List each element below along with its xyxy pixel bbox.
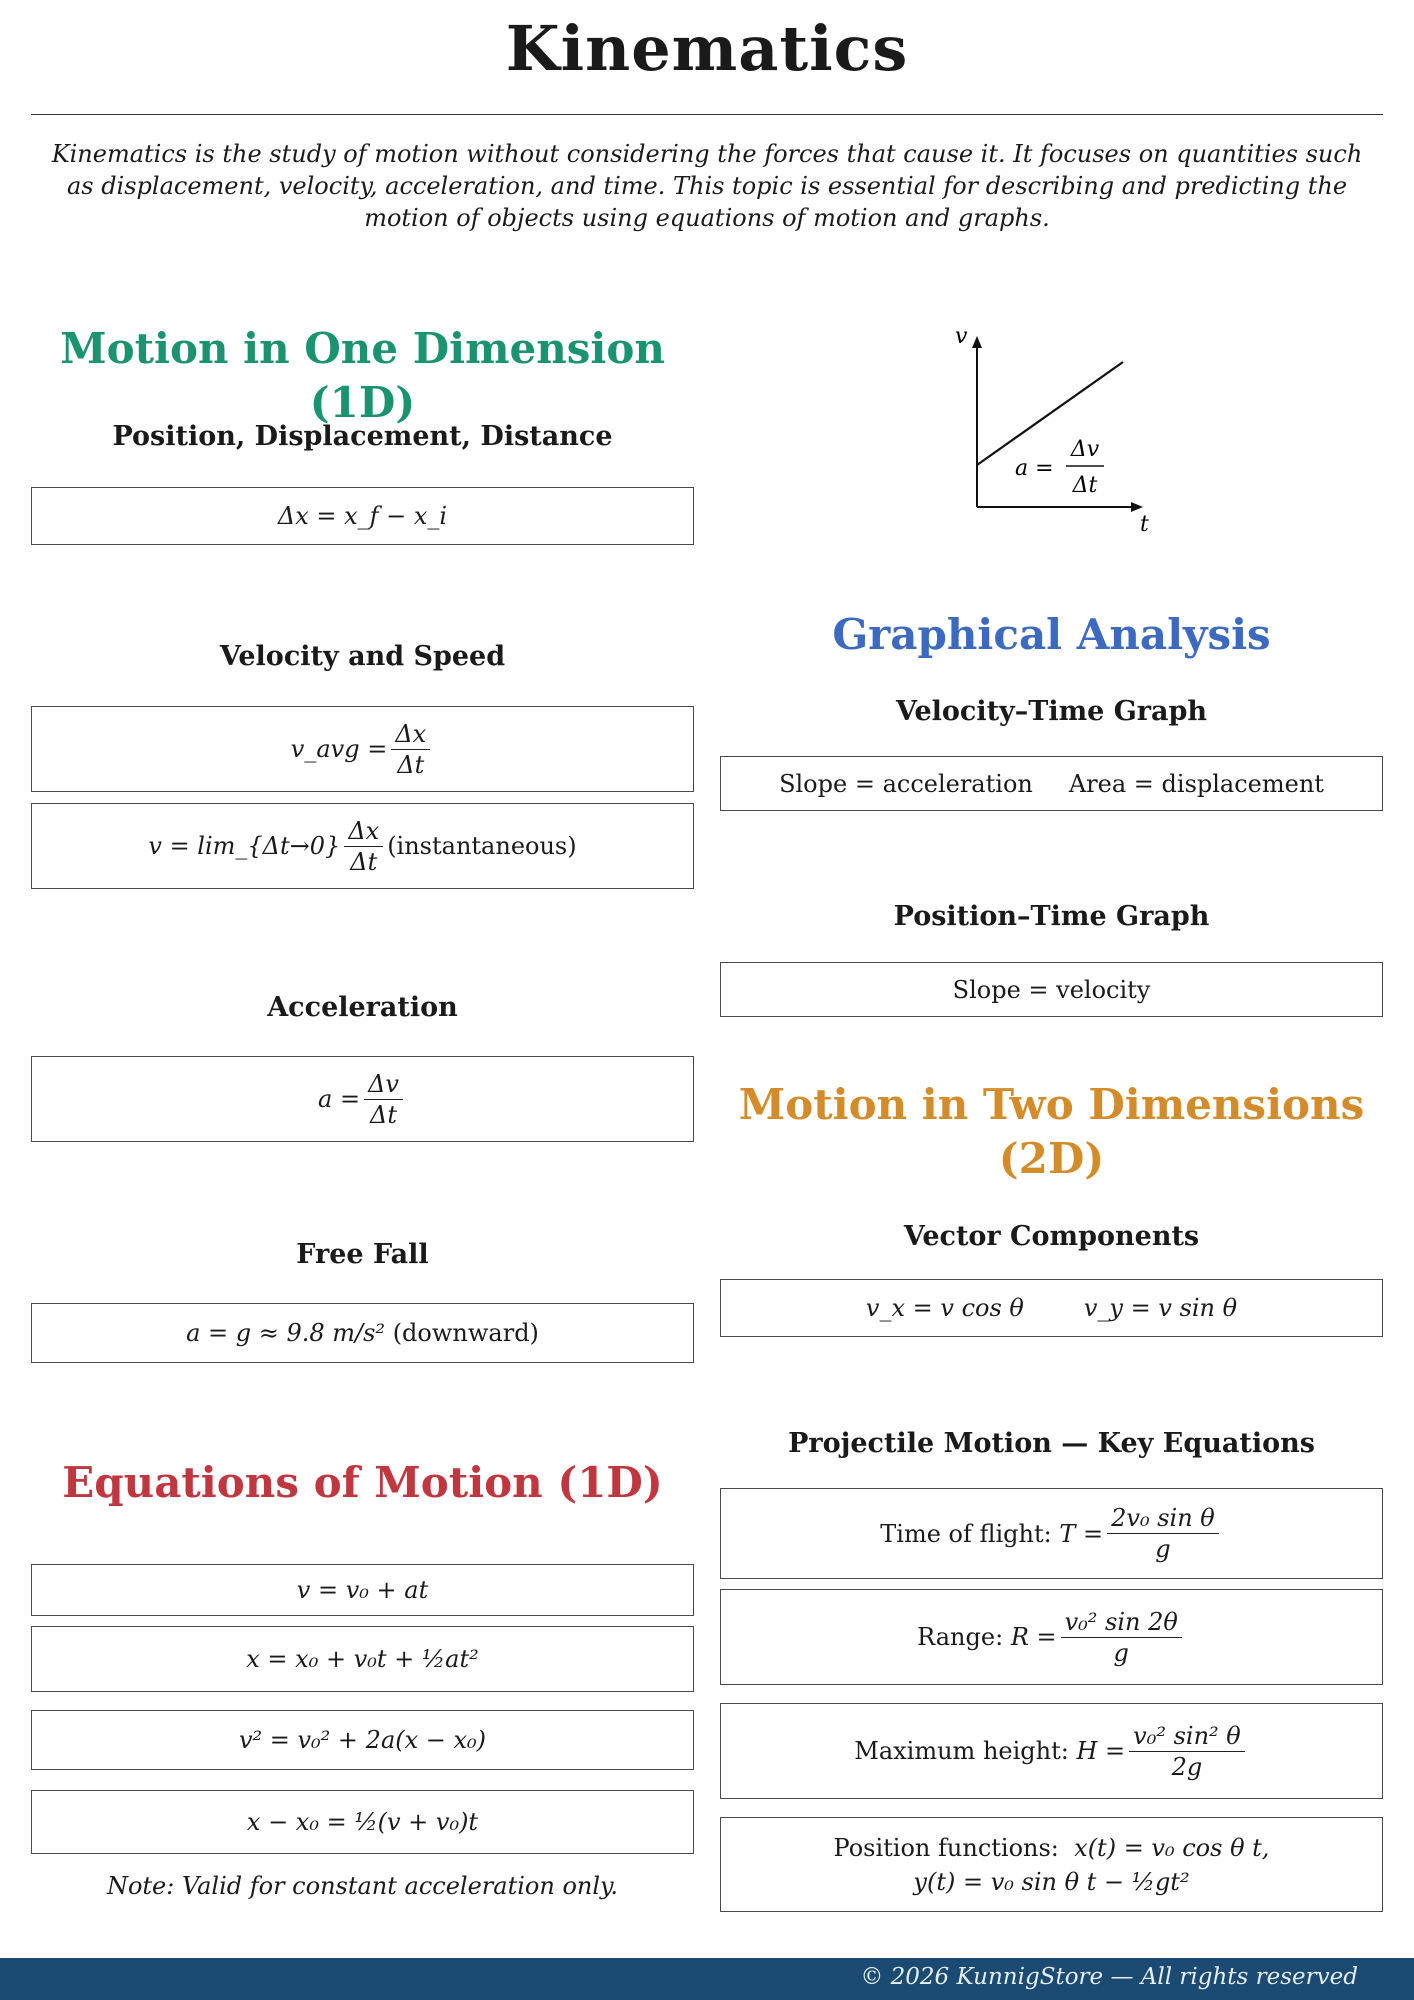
fraction-numerator: v₀² sin² θ [1129,1721,1245,1752]
formula-box-vector-components [720,1279,1383,1337]
formula-box-free-fall [31,1303,694,1363]
formula-box-position-time [720,962,1383,1017]
subheading-position: Position, Displacement, Distance [112,421,613,452]
formula-box-acceleration [31,1056,694,1142]
formula-displacement: Δx = x_f − x_i [277,502,448,530]
velocity-time-graph [950,320,1190,540]
fraction-range [1061,1607,1182,1668]
height-label: Maximum height: [854,1737,1069,1765]
fraction-numerator: Δv [364,1069,403,1100]
footer-bar [0,1958,1414,2000]
fraction-numerator: v₀² sin 2θ [1061,1607,1182,1638]
page-title: Kinematics [505,12,909,85]
vt-slope-text: Slope = acceleration [779,769,1033,798]
formula-box-eq2 [31,1626,694,1692]
tof-label: Time of flight: [880,1519,1052,1548]
formula-box-displacement [31,487,694,545]
fraction-accel [364,1069,403,1130]
formula-accel-lhs: a = [318,1085,361,1113]
graph-x-label: t [1140,512,1149,537]
fraction-tof [1107,1503,1219,1564]
section-heading-equations: Equations of Motion (1D) [62,1458,663,1507]
fraction-numerator: Δx [391,719,430,750]
range-label: Range: [917,1623,1004,1651]
subheading-position-time: Position–Time Graph [893,901,1210,932]
fraction-denominator: Δt [397,750,425,779]
fraction-denominator: 2g [1171,1752,1203,1781]
section-heading-1d: Motion in One Dimension (1D) [60,324,665,427]
formula-box-eq1 [31,1564,694,1616]
fraction-numerator: Δx [344,816,383,847]
subheading-vector-components: Vector Components [903,1221,1200,1252]
section-heading-graphical: Graphical Analysis [832,610,1271,659]
formula-box-average-velocity [31,706,694,792]
subheading-free-fall: Free Fall [296,1239,429,1270]
equation-3: v² = v₀² + 2a(x − x₀) [238,1726,487,1754]
equation-2: x = x₀ + v₀t + ½at² [246,1645,479,1673]
range-lhs: R = [1010,1623,1057,1651]
fraction-height [1129,1721,1245,1782]
equation-1: v = v₀ + at [296,1576,429,1604]
pos-label: Position functions: [833,1833,1059,1862]
tof-lhs: T = [1059,1519,1104,1548]
vt-area-text: Area = displacement [1068,769,1324,798]
pos-x: x(t) = v₀ cos θ t, [1074,1833,1270,1862]
formula-box-eq4 [31,1790,694,1854]
formula-box-range [720,1589,1383,1685]
formula-vinst-lhs: v = lim_{Δt→0} [148,832,341,860]
graph-y-label: v [955,324,968,349]
fraction-vinst [344,816,383,877]
formula-box-max-height [720,1703,1383,1799]
graph-eq-denominator: Δt [1072,473,1098,498]
xt-slope-text: Slope = velocity [952,975,1151,1004]
fraction-vavg [391,719,430,780]
formula-vy: v_y = v sin θ [1083,1294,1238,1322]
fraction-denominator: Δt [370,1100,398,1129]
formula-free-fall: a = g ≈ 9.8 m/s² [186,1319,386,1347]
fraction-denominator: Δt [350,847,378,876]
intro-paragraph: Kinematics is the study of motion without considering the forces that cause it. It focuses on quantities such as displacement, velocity, acceleration, and time. This topic is essential for describing and predicting the motion of objects using equations of motion and graphs. [51,140,1363,232]
formula-vx: v_x = v cos θ [865,1294,1024,1322]
formula-vinst-note: (instantaneous) [387,832,577,860]
graph-eq-numerator: Δv [1070,437,1100,462]
formula-box-instantaneous-velocity [31,803,694,889]
formula-box-velocity-time [720,756,1383,811]
section-heading-2d: Motion in Two Dimensions (2D) [738,1080,1365,1183]
formula-free-fall-note: (downward) [392,1319,539,1347]
position-functions-line-1 [834,1831,1270,1865]
formula-box-time-of-flight [720,1488,1383,1579]
pos-y: y(t) = v₀ sin θ t − ½gt² [913,1867,1190,1896]
fraction-denominator: g [1113,1638,1129,1667]
fraction-numerator: 2v₀ sin θ [1107,1503,1219,1534]
subheading-velocity-time: Velocity–Time Graph [895,696,1208,727]
subheading-acceleration: Acceleration [267,992,458,1023]
title-divider [31,114,1383,115]
fraction-denominator: g [1155,1535,1171,1563]
graph-velocity-line [977,362,1123,465]
subheading-velocity: Velocity and Speed [219,641,506,672]
graph-y-arrow [972,336,982,348]
subheading-projectile: Projectile Motion — Key Equations [788,1428,1315,1459]
equations-note: Note: Valid for constant acceleration only. [106,1872,619,1900]
formula-box-eq3 [31,1710,694,1770]
graph-x-arrow [1131,502,1143,512]
height-lhs: H = [1076,1737,1126,1765]
formula-box-position-functions [720,1817,1383,1912]
position-functions-line-2 [913,1865,1189,1899]
footer-copyright: © 2026 KunnigStore — All rights reserved [860,1964,1358,1990]
equation-4: x − x₀ = ½(v + v₀)t [246,1808,479,1836]
formula-vavg-lhs: v_avg = [290,735,388,763]
graph-eq-lhs: a = [1015,456,1054,481]
